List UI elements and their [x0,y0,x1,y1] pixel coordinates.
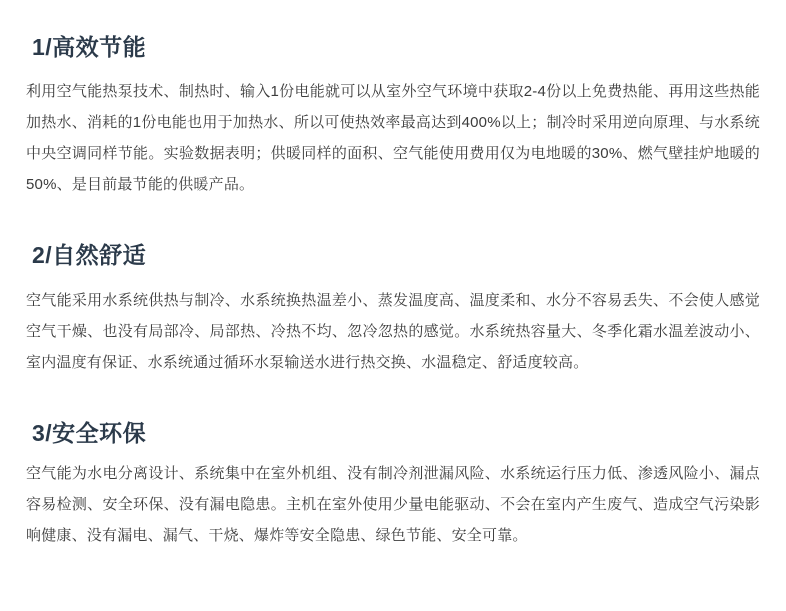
section-body: 空气能采用水系统供热与制冷、水系统换热温差小、蒸发温度高、温度柔和、水分不容易丢失、不会使人感觉空气干燥、也没有局部冷、局部热、冷热不均、忽冷忽热的感觉。水系统热容量大、冬季化霜水温差波动小、室内温度有保证、水系统通过循环水泵输送水进行热交换、水温稳定、舒适度较高。 [26,292,760,372]
section-heading: 3/安全环保 [32,420,147,447]
section-heading: 2/自然舒适 [32,241,147,268]
section-body: 空气能为水电分离设计、系统集中在室外机组、没有制冷剂泄漏风险、水系统运行压力低、渗透风险小、漏点容易检测、安全环保、没有漏电隐患。主机在室外使用少量电能驱动、不会在室内产生废气、造成空气污染影响健康、没有漏电、漏气、干烧、爆炸等安全隐患、绿色节能、安全可靠。 [26,464,760,544]
section-natural-comfort [26,242,760,379]
section-safety-environment [26,420,760,551]
section-energy-saving [26,34,760,200]
section-body: 利用空气能热泵技术、制热时、输入1份电能就可以从室外空气环境中获取2-4份以上免费热能、再用这些热能加热水、消耗的1份电能也用于加热水、所以可使热效率最高达到400%以上；制冷时采用逆向原理、与水系统中央空调同样节能。实验数据表明；供暖同样的面积、空气能使用费用仅为电地暖的30%、燃气壁挂炉地暖的50%、是目前最节能的供暖产品。 [26,82,760,193]
section-heading: 1/高效节能 [32,34,147,60]
